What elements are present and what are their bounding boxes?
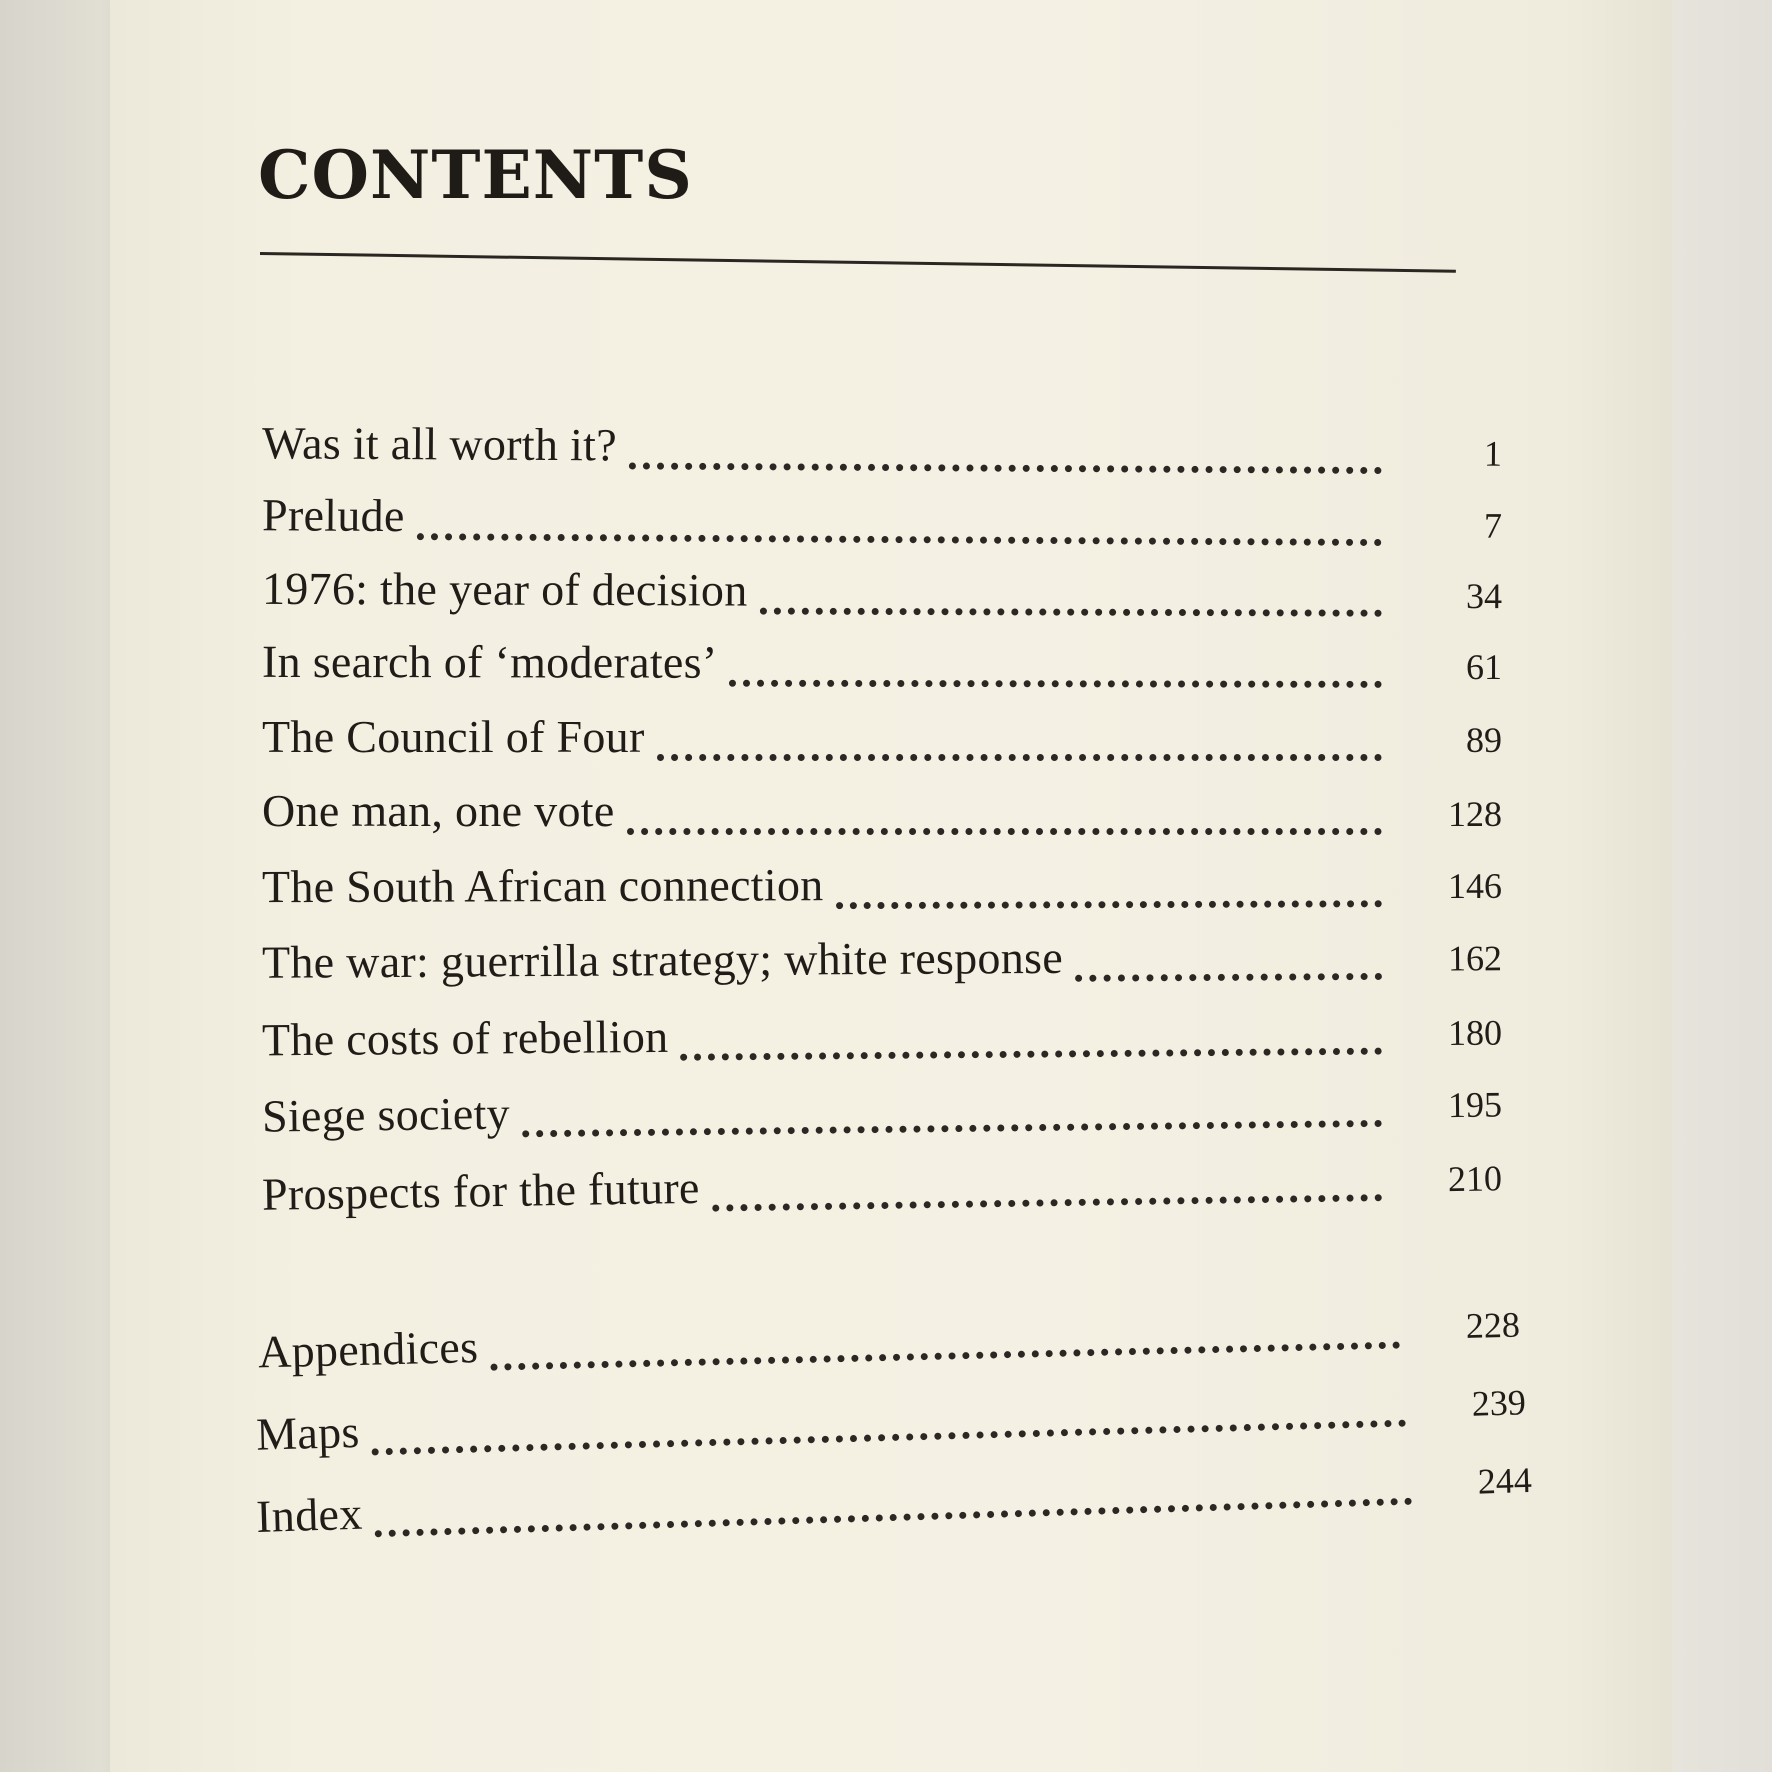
dot-leader (627, 818, 1382, 835)
toc-entry-page: 89 (1466, 720, 1502, 760)
background-surface (1672, 0, 1772, 1772)
toc-entry-title: Index (255, 1487, 364, 1543)
toc-entry-title: Was it all worth it? (261, 417, 618, 471)
toc-entry-title: The costs of rebellion (261, 1010, 669, 1066)
contents-header (258, 120, 1458, 320)
toc-entry (262, 928, 1502, 996)
toc-entry (262, 416, 1502, 484)
dot-leader (417, 523, 1382, 546)
toc-entry-title: Prelude (261, 489, 405, 542)
toc-entry-page: 34 (1465, 576, 1503, 617)
toc-entry-title: The war: guerrilla strategy; white response (261, 931, 1064, 988)
toc-entry-title: 1976: the year of decision (261, 562, 748, 616)
toc-entry-page: 146 (1447, 865, 1503, 907)
toc-entry (262, 562, 1502, 626)
toc-entry-title: Maps (255, 1405, 361, 1460)
toc-entry-page: 1 (1483, 433, 1503, 474)
toc-entry-title: Siege society (261, 1087, 511, 1142)
toc-entry-title: Prospects for the future (261, 1161, 701, 1220)
toc-entry (262, 488, 1502, 556)
dot-leader (657, 744, 1382, 761)
toc-entry-page: 180 (1447, 1012, 1503, 1054)
dot-leader (522, 1109, 1382, 1137)
dot-leader (1075, 962, 1382, 981)
toc-entry-title: In search of ‘moderates’ (261, 635, 718, 688)
toc-entry-page: 244 (1477, 1459, 1533, 1502)
toc-entry-page: 7 (1483, 505, 1503, 546)
dot-leader (759, 597, 1382, 616)
toc-entry-title: The Council of Four (262, 711, 645, 762)
toc-entry-page: 239 (1471, 1382, 1527, 1424)
toc-entry-page: 195 (1447, 1084, 1503, 1126)
toc-entry (262, 710, 1502, 770)
toc-entry (262, 635, 1502, 697)
dot-leader (629, 452, 1382, 474)
toc-entry-page: 61 (1465, 647, 1503, 688)
title-rule (260, 252, 1456, 273)
toc-entry-page: 128 (1448, 794, 1502, 834)
dot-leader (712, 1184, 1382, 1212)
toc-entry-title: The South African connection (261, 859, 824, 913)
toc-entry-page: 210 (1447, 1158, 1503, 1200)
toc-entry (262, 1003, 1502, 1074)
page-title: CONTENTS (258, 136, 693, 214)
dot-leader (729, 669, 1382, 687)
toc-entry (262, 856, 1502, 920)
toc-entry-page: 228 (1465, 1304, 1521, 1346)
dot-leader (836, 890, 1383, 909)
toc-entry-page: 162 (1447, 938, 1503, 979)
dot-leader (680, 1037, 1382, 1060)
toc-entry-title: Appendices (257, 1321, 479, 1378)
toc-entry-title: One man, one vote (262, 785, 615, 836)
toc-entry (262, 784, 1502, 844)
